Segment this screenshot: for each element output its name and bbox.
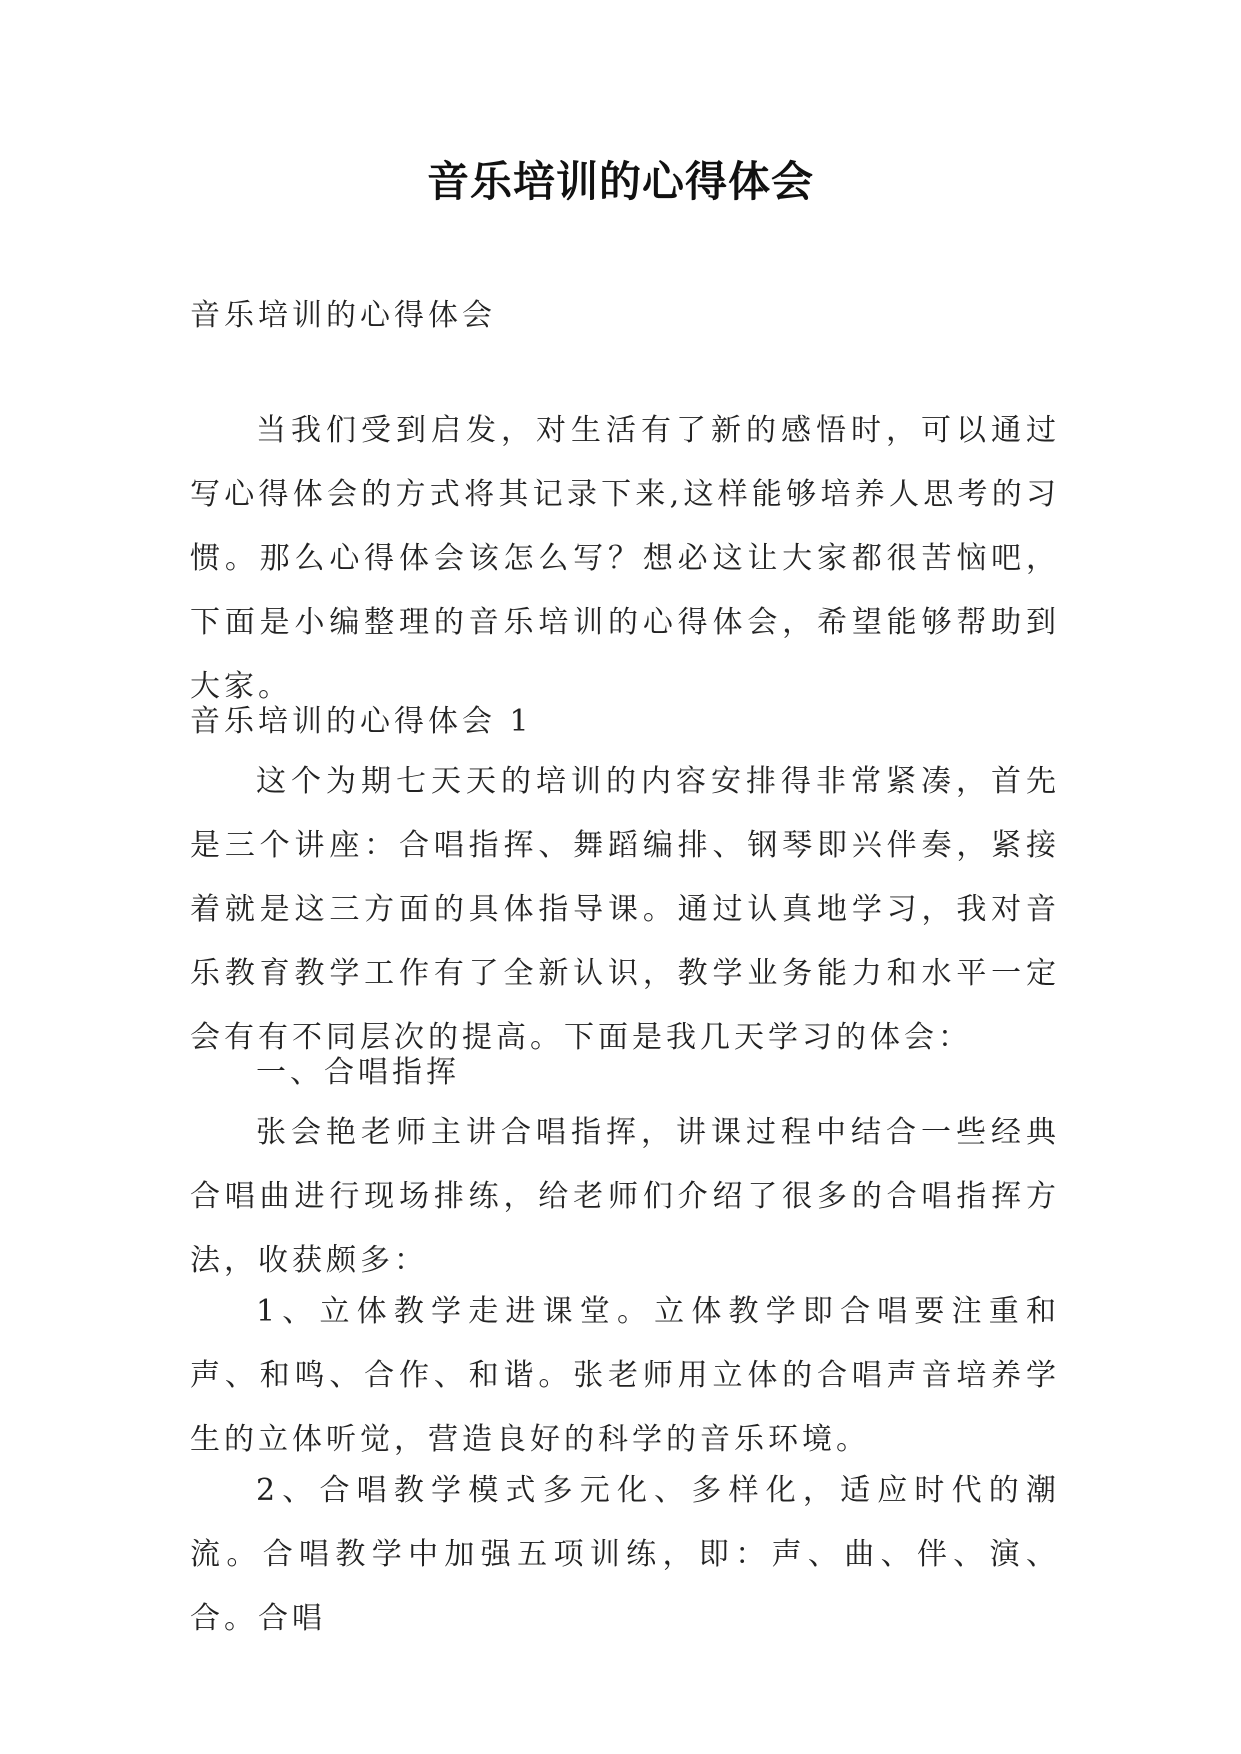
- document-subtitle: 音乐培训的心得体会: [190, 298, 496, 333]
- section-heading: 音乐培训的心得体会 1: [190, 704, 533, 739]
- list-item: 2、合唱教学模式多元化、多样化，适应时代的潮流。合唱教学中加强五项训练，即：声、曲、伴、演、合。合唱: [190, 1473, 1060, 1636]
- document-title: 音乐培训的心得体会: [426, 157, 814, 206]
- subsection-heading: 一、合唱指挥: [256, 1055, 460, 1090]
- body-paragraph: 张会艳老师主讲合唱指挥，讲课过程中结合一些经典合唱曲进行现场排练，给老师们介绍了很多的合唱指挥方法，收获颇多：: [190, 1115, 1060, 1278]
- intro-paragraph: 当我们受到启发，对生活有了新的感悟时，可以通过写心得体会的方式将其记录下来,这样能够培养人思考的习惯。那么心得体会该怎么写？想必这让大家都很苦恼吧，下面是小编整理的音乐培训的心得体会，希望能够帮助到大家。: [190, 413, 1060, 704]
- body-paragraph: 这个为期七天天的培训的内容安排得非常紧凑，首先是三个讲座：合唱指挥、舞蹈编排、钢琴即兴伴奏，紧接着就是这三方面的具体指导课。通过认真地学习，我对音乐教育教学工作有了全新认识，教学业务能力和水平一定会有有不同层次的提高。下面是我几天学习的体会：: [190, 764, 1060, 1055]
- list-item: 1、立体教学走进课堂。立体教学即合唱要注重和声、和鸣、合作、和谐。张老师用立体的合唱声音培养学生的立体听觉，营造良好的科学的音乐环境。: [190, 1294, 1060, 1457]
